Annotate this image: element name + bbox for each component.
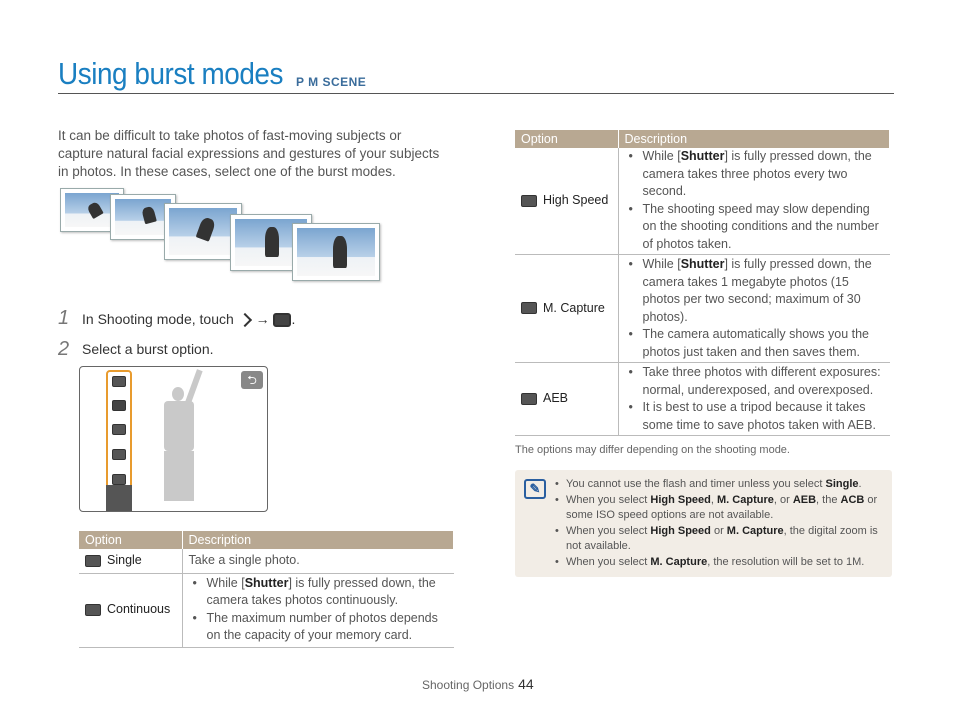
page-footer (422, 676, 534, 692)
single-selected-highlight (106, 485, 132, 511)
single-menu-icon[interactable] (112, 474, 126, 485)
single-shot-icon (85, 555, 101, 567)
page-title: Using burst modes (58, 56, 283, 91)
aeb-icon (521, 393, 537, 405)
back-icon[interactable]: ⮌ (241, 371, 263, 389)
motion-capture-menu-icon[interactable] (112, 400, 126, 411)
note-item: • When you select High Speed or M. Capture, the digital zoom is not available. (553, 524, 886, 555)
intro-text: It can be difficult to take photos of fast-moving subjects or capture natural facial expressions and gestures of your subjects in photos. In these cases, select one of the burst modes. (58, 128, 440, 179)
high-speed-menu-icon[interactable] (112, 424, 126, 435)
step-1-text: In Shooting mode, touch → . (82, 311, 296, 327)
mode-indicators: P M SCENE (296, 75, 367, 89)
table-row: M. Capture • While [Shutter] is fully pressed down, the camera takes 1 megabyte photos (15 photos per two second; maximum of 30 photos). • The camera automatically shows you the photos just taken and then saves them. (515, 255, 890, 363)
step-1-number: 1 (58, 307, 70, 329)
motion-capture-icon (521, 302, 537, 314)
options-note: The options may differ depending on the shooting mode. (515, 444, 790, 456)
burst-options-table-left: Option Description Single Take a single photo. Continuous • While [Shutter] is fully pressed down, the camera takes photos continuously. • The maximum number of photos depends on the capacity of your memory card. (79, 531, 454, 648)
burst-options-table-right: Option Description High Speed • While [Shutter] is fully pressed down, the camera takes three photos every two second. • The shooting speed may slow depending on the shooting conditions and the number of photos taken. M. Capture • While [Shutter] is fully pressed down, the camera takes 1 megabyte photos (15 photos per two second; maximum of 30 photos). • The camera automatically shows you the photos just taken and then saves them. AEB • Take three photos with different exposures: normal, underexposed, and overexposed. • It is best to use a tripod because it takes some time to save photos taken with AEB. (515, 130, 890, 436)
high-speed-icon (521, 195, 537, 207)
continuous-menu-icon[interactable] (112, 449, 126, 460)
person-silhouette (172, 387, 184, 401)
burst-photos-illustration (60, 188, 380, 278)
note-item: • When you select High Speed, M. Capture, or AEB, the ACB or some ISO speed options are not available. (553, 493, 886, 524)
burst-photo-5 (292, 223, 380, 281)
aeb-menu-icon[interactable] (112, 376, 126, 387)
step-2-text: Select a burst option. (82, 341, 214, 357)
note-box (515, 470, 892, 577)
person-body (164, 401, 194, 451)
table-row: AEB • Take three photos with different exposures: normal, underexposed, and overexposed. • It is best to use a tripod because it takes some time to save photos taken with AEB. (515, 363, 890, 436)
table-row: Continuous • While [Shutter] is fully pressed down, the camera takes photos continuously. • The maximum number of photos depends on the capacity of your memory card. (79, 573, 454, 647)
note-item: • You cannot use the flash and timer unless you select Single. (553, 477, 886, 493)
table-row: Single Take a single photo. (79, 549, 454, 573)
continuous-shot-icon (85, 604, 101, 616)
chevron-right-icon (238, 313, 252, 327)
camera-screen-illustration (79, 366, 268, 512)
footer-section: Shooting Options (422, 678, 515, 692)
note-pencil-icon: ✎ (524, 479, 546, 499)
step-2-number: 2 (58, 338, 70, 360)
table-row: High Speed • While [Shutter] is fully pressed down, the camera takes three photos every two second. • The shooting speed may slow depending on the shooting conditions and the number of photos taken. (515, 148, 890, 255)
page-number: 44 (518, 676, 534, 692)
burst-mode-icon (273, 313, 291, 327)
note-item: • When you select M. Capture, the resolution will be set to 1M. (553, 555, 886, 571)
title-rule (58, 93, 894, 94)
person-legs (164, 451, 194, 501)
